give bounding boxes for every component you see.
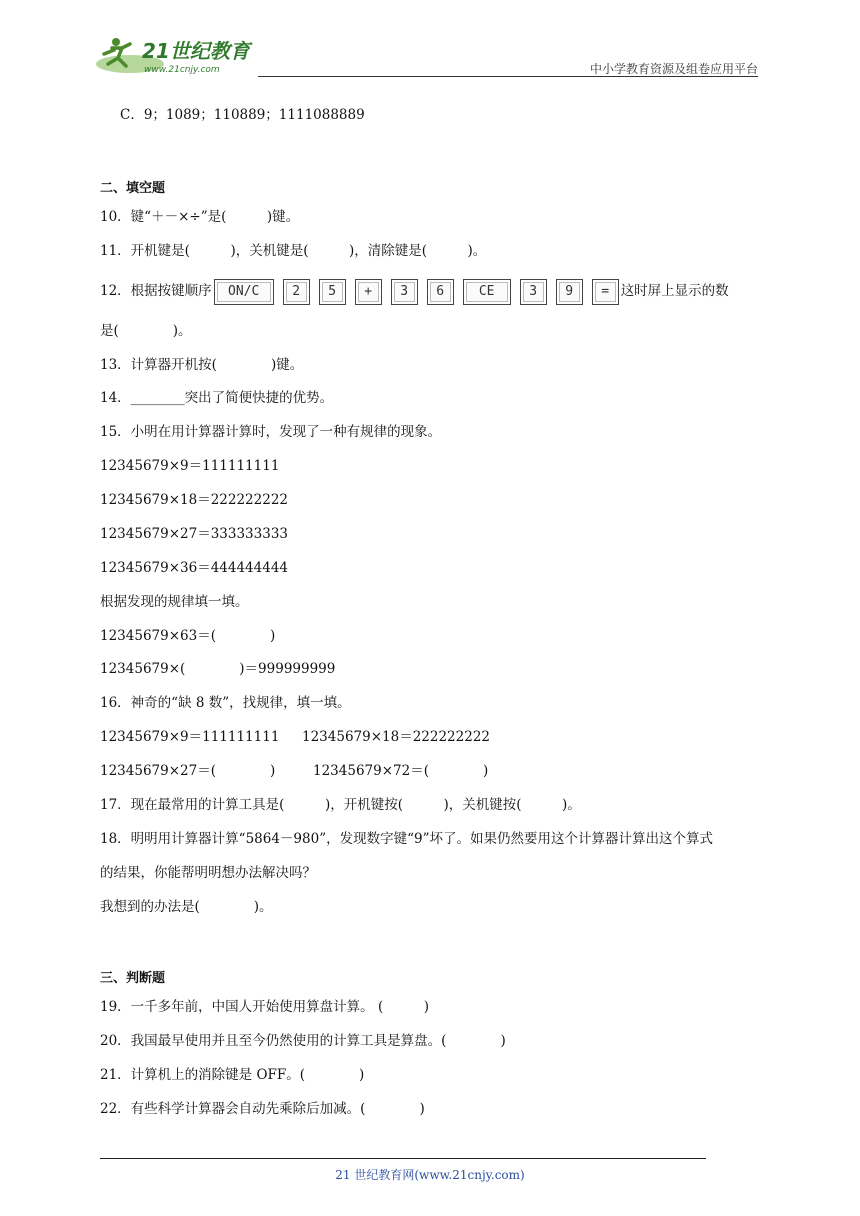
question-12-prefix: 12．根据按键顺序 [100,283,212,299]
key-ce: CE [463,279,511,305]
key-3b: 3 [520,279,547,305]
svg-text:www.21cnjy.com: www.21cnjy.com [144,65,220,75]
option-c: C．9；1089；110889；1111088889 [120,107,365,123]
q15-eq-4: 12345679×36＝444444444 [100,560,289,576]
key-sequence [214,279,619,305]
question-18-cont: 的结果，你能帮明明想办法解决吗？ [100,865,316,881]
question-12-cont: 是( )。 [100,323,192,339]
footer-text: 21 世纪教育网(www.21cnjy.com) [335,1168,525,1182]
question-20: 20．我国最早使用并且至今仍然使用的计算工具是算盘。( ) [100,1033,506,1049]
question-17: 17．现在最常用的计算工具是( )，开机键按( )，关机键按( )。 [100,797,581,813]
q15-blank-1: 12345679×63＝( ) [100,628,276,644]
key-5: 5 [319,279,346,305]
q16-blank-2: 12345679×72＝( ) [313,763,489,779]
key-plus: + [355,279,382,305]
q16-eq-2: 12345679×18＝222222222 [302,729,491,745]
key-equals: = [592,279,619,305]
question-12 [100,277,729,305]
section-true-false: 三、判断题 [100,971,166,986]
question-18: 18．明明用计算器计算“5864－980”，发现数字键“9”坏了。如果仍然要用这个计算器计算出这个算式 [100,831,713,847]
page-header [0,0,860,80]
question-16: 16．神奇的“缺 8 数”，找规律，填一填。 [100,695,351,711]
question-14: 14．________突出了简便快捷的优势。 [100,390,334,406]
key-9: 9 [556,279,583,305]
key-2: 2 [283,279,310,305]
header-platform-text: 中小学教育资源及组卷应用平台 [589,62,758,76]
q15-eq-3: 12345679×27＝333333333 [100,526,289,542]
question-10: 10．键“＋－×÷”是( )键。 [100,209,300,225]
question-22: 22．有些科学计算器会自动先乘除后加减。( ) [100,1101,425,1117]
question-12-suffix: 这时屏上显示的数 [620,283,729,299]
q15-blank-2: 12345679×( )＝999999999 [100,661,336,677]
q15-eq-2: 12345679×18＝222222222 [100,492,289,508]
question-18-answer: 我想到的办法是( )。 [100,899,273,915]
question-15: 15．小明在用计算器计算时，发现了一种有规律的现象。 [100,424,442,440]
q15-eq-1: 12345679×9＝111111111 [100,458,280,474]
q16-eq-1: 12345679×9＝111111111 [100,729,280,745]
footer-rule [100,1158,706,1159]
question-21: 21．计算机上的消除键是 OFF。( ) [100,1067,365,1083]
key-3: 3 [391,279,418,305]
q16-blank-1: 12345679×27＝( ) [100,763,276,779]
question-19: 19．一千多年前，中国人开始使用算盘计算。 ( ) [100,999,430,1015]
key-6: 6 [427,279,454,305]
logo [92,34,262,78]
section-fill-in: 二、填空题 [100,181,166,196]
key-onc: ON/C [214,279,274,305]
question-13: 13．计算器开机按( )键。 [100,357,304,373]
question-11: 11．开机键是( )，关机键是( )，清除键是( )。 [100,243,487,259]
svg-text:21世纪教育: 21世纪教育 [142,39,250,63]
q15-instruction: 根据发现的规律填一填。 [100,594,249,610]
